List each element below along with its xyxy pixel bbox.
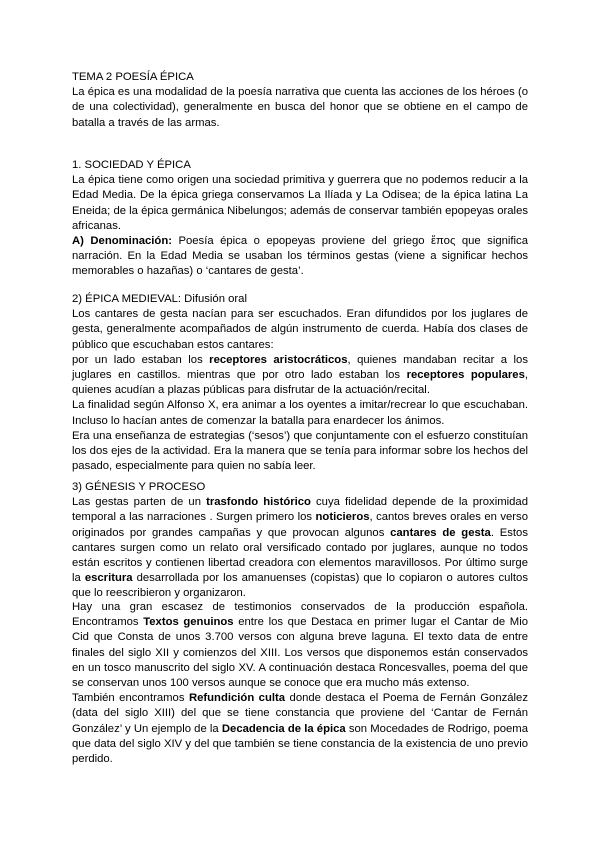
text-run: Poesía épica o epopeyas proviene del griego ἔπος que significa narración. En la Edad Media se usaban los términos gestas (viene a significar hechos memorables o hazañas) o ‘cantares de gesta’. [72,235,528,278]
paragraph [72,495,528,601]
section-heading: 2) ÉPICA MEDIEVAL: Difusión oral [72,293,247,305]
paragraph: La épica tiene como origen una sociedad primitiva y guerrera que no podemos reducir a la Edad Media. De la épica griega conservamos La Ilíada y La Odisea; de la épica latina La Eneida; de la épica germánica Nibelungos; además de conservar también epopeyas orales africanas. [72,174,528,232]
text-run: Hay una gran escasez de testimonios conservados de la producción española. Encontramos [72,601,528,629]
bold-term: escritura [84,572,133,585]
text-run: , quienes acudían a plazas públicas para disfrutar de la actuación/recital. [72,369,528,397]
page-title: TEMA 2 POESÍA ÉPICA [72,71,194,83]
paragraph: La finalidad según Alfonso X, era animar a los oyentes a imitar/recrear lo que escuchaban. Incluso lo hacían antes de comenzar la batalla para enardecer los ánimos. [72,399,528,427]
text-run: cuya fidelidad depende de la proximidad temporal a las narraciones . Surgen primero los [72,496,528,524]
bold-term: trasfondo histórico [206,496,311,509]
text-run: , quienes mandaban recitar a los juglares en castillos. mientras que por otro lado estaban los [72,353,528,382]
bold-term: receptores populares [406,369,525,382]
text-run: Las gestas parten de un [72,496,207,509]
section-epica-medieval [72,292,528,474]
paragraph [72,234,528,280]
section-heading: 1. SOCIEDAD Y ÉPICA [72,159,191,171]
bold-term: Decadencia de la épica [221,722,346,735]
section-genesis [72,480,528,602]
text-run: También encontramos [72,692,189,705]
bold-term: A) Denominación: [72,235,172,248]
text-run: , cantos breves orales en verso originados por grandes campañas y que provocan algunos [72,511,528,539]
bold-term: receptores aristocráticos [209,353,348,366]
text-run: donde destaca el Poema de Fernán González (data del siglo XIII) del que se tiene constancia que proviene del ‘Cantar de Fernán González’ y Un ejemplo de la [72,692,528,735]
section-testimonios [72,600,528,767]
paragraph [72,600,528,691]
bold-term: noticieros [315,511,370,524]
paragraph: Era una enseñanza de estrategias (‘sesos’) que conjuntamente con el esfuerzo constituían los dos ejes de la actividad. Era la manera que se tenía para informar sobre los hechos del pasado, especialmente para quien no sabía leer. [72,429,528,473]
paragraph [72,691,528,767]
paragraph: Los cantares de gesta nacían para ser escuchados. Eran difundidos por los juglares de gesta, generalmente acompañados de algún instrumento de cuerda. Había dos clases de público que escuchaban estos cantares: [72,308,528,351]
intro-paragraph: La épica es una modalidad de la poesía narrativa que cuenta las acciones de los héroes (o de una colectividad), generalmente en busca del honor que se obtiene en el campo de batalla a través de las armas. [72,86,528,129]
text-run: entre los que Destaca en primer lugar el Cantar de Mio Cid que Consta de unos 3.700 versos con alguna breve laguna. El texto data de entre finales del siglo XII y comienzos del XIII. Los versos que disponemos están conservados en un tosco manuscrito del siglo XV. A continuación destaca Roncesvalles, poema del que se conservan unos 100 versos aunque se conoce que era mucho más extenso. [72,616,529,690]
paragraph [72,353,528,399]
bold-term: Refundición culta [188,692,286,705]
text-run: . Estos cantares surgen como un relato oral versificado contado por juglares, aunque no todos están escritos y contienen libertad creadora con elementos maravillosos. Por último surge la [72,526,528,585]
section-heading: 3) GÉNESIS Y PROCESO [72,481,206,493]
bold-term: cantares de gesta [390,526,491,539]
text-run: desarrollada por los amanuenses (copistas) que lo copiaron o autores cultos que lo reescribieron y organizaron. [72,572,528,600]
text-run: por un lado estaban los [72,353,210,366]
section-sociedad [72,158,528,280]
intro-block [72,70,528,131]
text-run: son Mocedades de Rodrigo, poema que data del siglo XIV y del que también se tiene constancia de la existencia de uno previo perdido. [72,722,528,766]
bold-term: Textos genuinos [143,616,234,629]
